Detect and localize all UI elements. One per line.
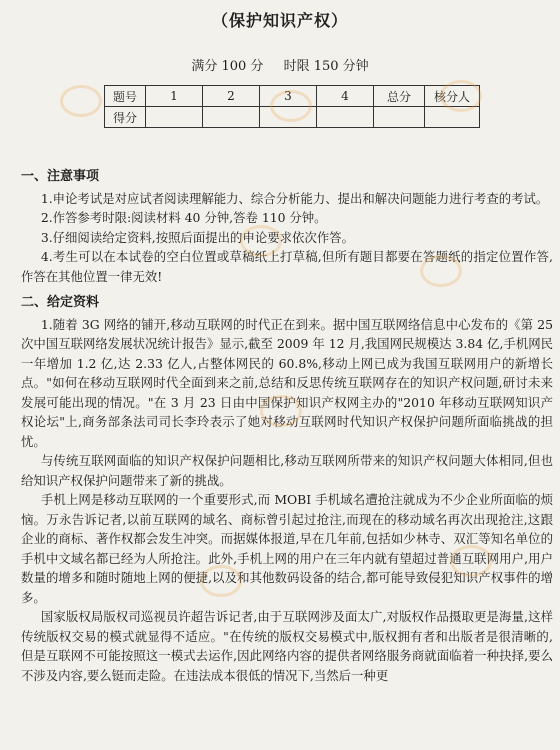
header-cell-grader: 核分人 <box>425 86 480 107</box>
material-paragraph: 国家版权局版权司巡视员许超告诉记者,由于互联网涉及面太广,对版权作品摄取更是海量,这样传统版权交易的模式就显得不适应。"在传统的版权交易模式中,版权拥有者和出版者是很清晰的,但是互联网不可能按照这一模式去运作,因此网络内容的提供者网络服务商就面临着一种抉择,要么不涉及内容,要么铤而走险。在违法成本很低的情况下,当然后一种更 <box>21 609 553 683</box>
section-heading-materials: 二、给定资料 <box>21 295 100 310</box>
score-cell-q1 <box>146 107 203 128</box>
score-table-score-row <box>105 107 480 128</box>
notes-item: 2.作答参考时限:阅读材料 40 分钟,答卷 110 分钟。 <box>40 210 327 225</box>
exam-meta <box>0 55 560 74</box>
watermark-logo <box>60 85 102 117</box>
header-cell-question-no: 题号 <box>105 86 146 107</box>
material-paragraph: 与传统互联网面临的知识产权保护问题相比,移动互联网所带来的知识产权问题大体相同,但也给知识产权保护问题带来了新的挑战。 <box>21 453 553 488</box>
score-row-label: 得分 <box>105 107 146 128</box>
page-title: （保护知识产权） <box>211 11 348 30</box>
score-table-header-row <box>105 86 480 107</box>
score-cell-q2 <box>203 107 260 128</box>
score-cell-q3 <box>260 107 317 128</box>
score-cell-total <box>374 107 425 128</box>
notes-item: 1.申论考试是对应试者阅读理解能力、综合分析能力、提出和解决问题能力进行考查的考试。 <box>40 190 549 206</box>
header-cell-q4: 4 <box>317 86 374 107</box>
material-paragraph: 手机上网是移动互联网的一个重要形式,而 MOBI 手机域名遭抢注就成为不少企业所面临的烦恼。万永告诉记者,以前互联网的域名、商标曾引起过抢注,而现在的移动域名再次出现抢注,这跟企业的商标、著作权都会发生冲突。而据媒体报道,早在几年前,包括如少林寺、双汇等知名单位的手机中文域名都已经为人所抢注。此外,手机上网的用户在三年内就有望超过普通互联网用户,用户数量的增多和随时随地上网的便捷,以及和其他数码设备的结合,都可能导致侵犯知识产权事件的增多。 <box>21 492 553 605</box>
notes-item: 3.仔细阅读给定资料,按照后面提出的申论要求依次作答。 <box>40 229 354 245</box>
section-heading-notes: 一、注意事项 <box>21 169 100 184</box>
header-cell-q2: 2 <box>203 86 260 107</box>
time-limit: 时限 150 分钟 <box>283 59 369 74</box>
material-paragraph: 1.随着 3G 网络的铺开,移动互联网的时代正在到来。据中国互联网络信息中心发布的《第 25 次中国互联网络发展状况统计报告》显示,截至 2009 年 12 月,我国网民规模达 3.84 亿,手机网民一年增加 1.2 亿,达 2.33 亿人,占整体网民的 60.8%,移动上网已成为我国互联网用户的新增长点。"如何在移动互联网时代全面到来之前,总结和反思传统互联网存在的知识产权问题,研讨未来发展可能出现的情况。"在 3 月 23 日由中国保护知识产权网主办的"2010 年移动互联网知识产权论坛"上,商务部条法司司长李玲表示了她对移动互联网时代知识产权保护问题所面临挑战的担忧。 <box>21 316 553 449</box>
header-cell-total: 总分 <box>374 86 425 107</box>
exam-content <box>21 160 553 685</box>
score-cell-q4 <box>317 107 374 128</box>
score-cell-grader <box>425 107 480 128</box>
header-cell-q1: 1 <box>146 86 203 107</box>
header-cell-q3: 3 <box>260 86 317 107</box>
full-score: 满分 100 分 <box>191 59 264 74</box>
score-table <box>104 85 480 128</box>
notes-item: 4.考生可以在本试卷的空白位置或草稿纸上打草稿,但所有题目都要在答题纸的指定位置作答,作答在其他位置一律无效! <box>21 249 553 284</box>
